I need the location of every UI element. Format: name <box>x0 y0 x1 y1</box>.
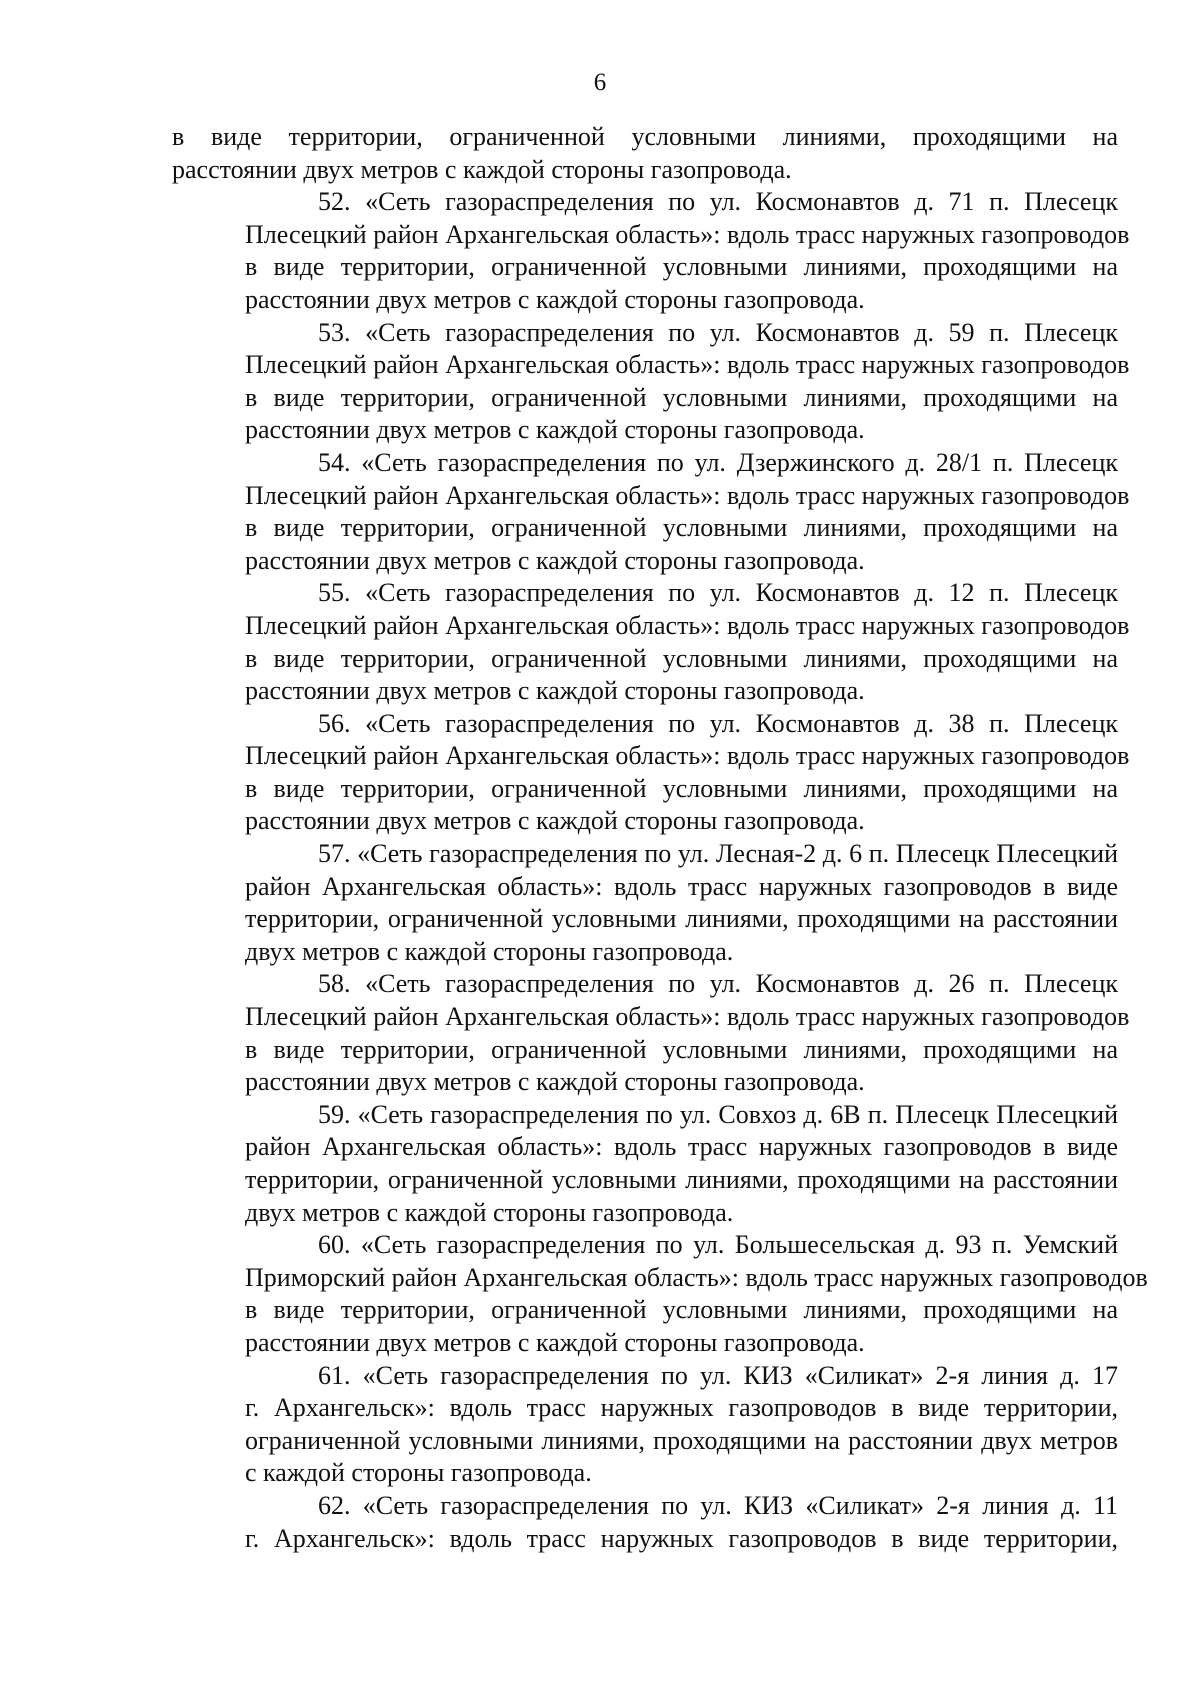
text-line <box>172 1360 1118 1393</box>
text-line <box>172 317 1118 350</box>
item-text: «Сеть газораспределения по ул. Космонавтов д. 59 п. Плесецк <box>365 317 1119 347</box>
text-line: с каждой стороны газопровода. <box>245 1458 592 1488</box>
item-number: 55. <box>318 578 351 608</box>
text-line: расстоянии двух метров с каждой стороны газопровода. <box>245 1327 865 1357</box>
text-line: Плесецкий район Архангельская область»: вдоль трасс наружных газопроводов <box>245 480 1130 510</box>
list-item <box>172 577 1130 707</box>
list-item <box>172 317 1130 447</box>
text-line <box>172 1490 1118 1523</box>
text-line <box>172 1229 1118 1262</box>
item-text: «Сеть газораспределения по ул. Дзержинского д. 28/1 п. Плесецк <box>361 447 1118 477</box>
list-item <box>172 838 1118 968</box>
text-line: Приморский район Архангельская область»: вдоль трасс наружных газопроводов <box>245 1262 1148 1292</box>
text-line: Плесецкий район Архангельская область»: вдоль трасс наружных газопроводов <box>245 741 1130 771</box>
item-number: 56. <box>318 708 351 738</box>
text-line: Плесецкий район Архангельская область»: вдоль трасс наружных газопроводов <box>245 610 1130 640</box>
document-body <box>172 121 1148 1555</box>
text-line: расстоянии двух метров с каждой стороны газопровода. <box>245 676 865 706</box>
item-text: «Сеть газораспределения по ул. Космонавтов д. 26 п. Плесецк <box>365 969 1119 999</box>
item-text: «Сеть газораспределения по ул. КИЗ «Силикат» 2-я линия д. 17 <box>362 1360 1119 1390</box>
text-line: расстоянии двух метров с каждой стороны газопровода. <box>172 154 792 184</box>
text-line: г. Архангельск»: вдоль трасс наружных газопроводов в виде территории, <box>245 1523 1118 1553</box>
list-item <box>172 447 1130 577</box>
text-line <box>172 708 1118 741</box>
text-line: в виде территории, ограниченной условными линиями, проходящими на <box>245 513 1118 543</box>
list-item <box>172 1229 1148 1359</box>
item-text: «Сеть газораспределения по ул. КИЗ «Силикат» 2-я линия д. 11 <box>362 1490 1119 1520</box>
text-line: двух метров с каждой стороны газопровода. <box>245 1197 734 1227</box>
text-line: г. Архангельск»: вдоль трасс наружных газопроводов в виде территории, <box>245 1393 1118 1423</box>
list-item <box>172 1360 1118 1490</box>
item-text: «Сеть газораспределения по ул. Большесельская д. 93 п. Уемский <box>360 1230 1119 1260</box>
text-line: район Архангельская область»: вдоль трасс наружных газопроводов в виде <box>245 1132 1118 1162</box>
item-number: 53. <box>318 317 351 347</box>
list-item <box>172 1490 1118 1555</box>
item-text: «Сеть газораспределения по ул. Совхоз д. 6В п. Плесецк Плесецкий <box>357 1099 1119 1129</box>
text-line: в виде территории, ограниченной условными линиями, проходящими на <box>172 122 1118 151</box>
item-number: 58. <box>318 969 351 999</box>
item-number: 57. <box>318 839 351 869</box>
text-line: двух метров с каждой стороны газопровода. <box>245 936 734 966</box>
item-number: 54. <box>318 447 351 477</box>
text-line: расстоянии двух метров с каждой стороны газопровода. <box>245 1067 865 1097</box>
text-line: ограниченной условными линиями, проходящими на расстоянии двух метров <box>245 1425 1118 1455</box>
text-line: расстоянии двух метров с каждой стороны газопровода. <box>245 284 865 314</box>
text-line: расстоянии двух метров с каждой стороны газопровода. <box>245 415 865 445</box>
item-number: 60. <box>318 1230 351 1260</box>
item-text: «Сеть газораспределения по ул. Космонавтов д. 71 п. Плесецк <box>365 187 1119 217</box>
text-line: расстоянии двух метров с каждой стороны газопровода. <box>245 806 865 836</box>
text-line: в виде территории, ограниченной условными линиями, проходящими на <box>245 643 1118 673</box>
text-line: в виде территории, ограниченной условными линиями, проходящими на <box>245 382 1118 412</box>
text-line <box>172 577 1118 610</box>
text-line <box>172 968 1118 1001</box>
list-item <box>172 968 1130 1098</box>
text-line <box>172 186 1118 219</box>
continuation-paragraph <box>172 121 1118 186</box>
item-text: «Сеть газораспределения по ул. Космонавтов д. 12 п. Плесецк <box>365 578 1119 608</box>
text-line <box>172 447 1118 480</box>
text-line: в виде территории, ограниченной условными линиями, проходящими на <box>245 773 1118 803</box>
list-item <box>172 186 1130 316</box>
list-item <box>172 1099 1118 1229</box>
text-line: в виде территории, ограниченной условными линиями, проходящими на <box>245 252 1118 282</box>
item-number: 52. <box>318 187 351 217</box>
text-line: расстоянии двух метров с каждой стороны газопровода. <box>245 545 865 575</box>
text-line: в виде территории, ограниченной условными линиями, проходящими на <box>245 1034 1118 1064</box>
text-line: в виде территории, ограниченной условными линиями, проходящими на <box>245 1295 1118 1325</box>
text-line: Плесецкий район Архангельская область»: вдоль трасс наружных газопроводов <box>245 1002 1130 1032</box>
item-number: 59. <box>318 1099 351 1129</box>
item-text: «Сеть газораспределения по ул. Лесная-2 д. 6 п. Плесецк Плесецкий <box>357 839 1118 869</box>
text-line <box>172 838 1118 871</box>
item-text: «Сеть газораспределения по ул. Космонавтов д. 38 п. Плесецк <box>365 708 1119 738</box>
text-line: Плесецкий район Архангельская область»: вдоль трасс наружных газопроводов <box>245 350 1130 380</box>
item-number: 61. <box>318 1360 351 1390</box>
page-number: 6 <box>593 69 607 96</box>
text-line: район Архангельская область»: вдоль трасс наружных газопроводов в виде <box>245 871 1118 901</box>
list-item <box>172 708 1130 838</box>
text-line <box>172 1099 1118 1132</box>
item-number: 62. <box>318 1490 351 1520</box>
text-line: территории, ограниченной условными линиями, проходящими на расстоянии <box>245 1165 1118 1194</box>
text-line: Плесецкий район Архангельская область»: вдоль трасс наружных газопроводов <box>245 219 1130 249</box>
text-line: территории, ограниченной условными линиями, проходящими на расстоянии <box>245 904 1118 934</box>
